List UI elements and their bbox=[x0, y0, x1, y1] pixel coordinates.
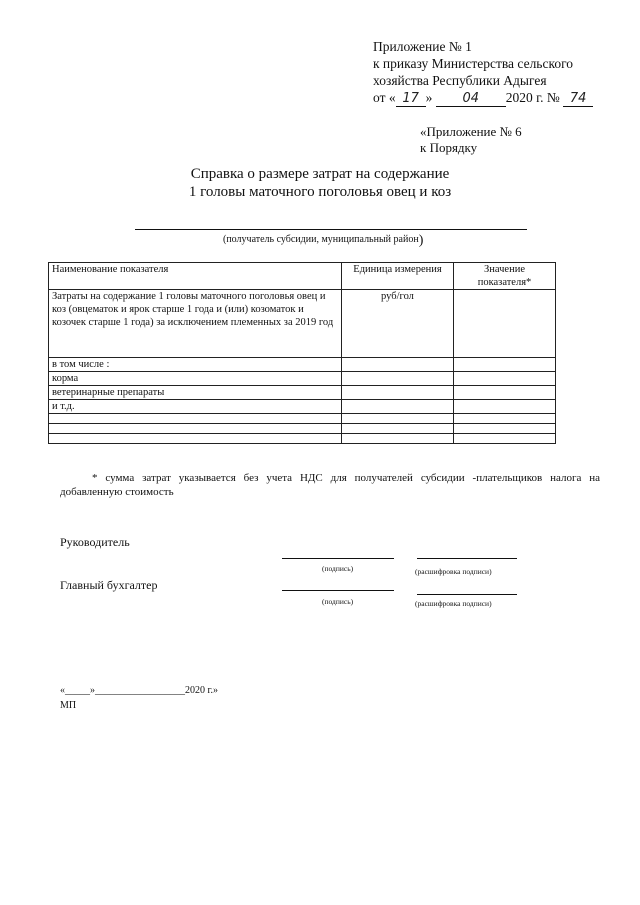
accountant-label: Главный бухгалтер bbox=[60, 578, 158, 592]
main-row-name: Затраты на содержание 1 головы маточного поголовья овец и коз (овцематок и ярок старше 1 года и (или) козоматок и козочек старше 1 года) за исключением племенных за 2019 год bbox=[49, 290, 342, 358]
table-row bbox=[49, 434, 556, 444]
head-decode-line bbox=[417, 558, 517, 559]
main-row-unit: руб/гол bbox=[342, 290, 454, 358]
recipient-caption-bracket: ) bbox=[418, 233, 424, 248]
order-day: 17 bbox=[396, 92, 426, 107]
header-line-2: к приказу Министерства сельского bbox=[373, 56, 574, 71]
header-line-3: хозяйства Республики Адыгея bbox=[373, 73, 547, 88]
accountant-signature-line bbox=[282, 590, 394, 591]
head-signature-line bbox=[282, 558, 394, 559]
header-unit: Единица измерения bbox=[342, 263, 454, 290]
accountant-decode-line bbox=[417, 594, 517, 595]
header-name: Наименование показателя bbox=[49, 263, 342, 290]
order-year: 2020 г. № bbox=[505, 90, 560, 105]
footnote-text: * сумма затрат указывается без учета НДС для получателей субсидии -плательщиков налога на добавленную стоимость bbox=[60, 472, 600, 498]
header-block bbox=[373, 38, 593, 107]
appendix-line-2: к Порядку bbox=[420, 140, 478, 155]
row-label: и т.д. bbox=[49, 400, 342, 414]
recipient-line bbox=[135, 229, 527, 230]
date-line: «_____»__________________2020 г.» bbox=[60, 685, 218, 696]
order-number: 74 bbox=[563, 92, 593, 107]
appendix-line-1: «Приложение № 6 bbox=[420, 124, 522, 139]
title-line-2: 1 головы маточного поголовья овец и коз bbox=[188, 184, 452, 200]
row-label bbox=[49, 424, 342, 434]
row-label bbox=[49, 414, 342, 424]
table-row bbox=[49, 290, 556, 358]
table-row bbox=[49, 386, 556, 400]
order-mid: » bbox=[425, 90, 433, 105]
title-line-1: Справка о размере затрат на содержание bbox=[190, 166, 450, 182]
table-row bbox=[49, 414, 556, 424]
row-label: корма bbox=[49, 372, 342, 386]
appendix-block bbox=[420, 124, 522, 156]
head-sign-caption: (подпись) bbox=[322, 564, 354, 573]
head-label: Руководитель bbox=[60, 535, 130, 549]
accountant-decode-caption: (расшифровка подписи) bbox=[415, 599, 492, 608]
stamp-placeholder: МП bbox=[60, 700, 77, 711]
order-prefix: от « bbox=[373, 90, 396, 105]
row-label bbox=[49, 434, 342, 444]
header-line-1: Приложение № 1 bbox=[373, 39, 472, 54]
row-label: ветеринарные препараты bbox=[49, 386, 342, 400]
row-label: в том числе : bbox=[49, 358, 342, 372]
order-month: 04 bbox=[436, 92, 506, 107]
recipient-caption-text: (получатель субсидии, муниципальный район bbox=[223, 234, 419, 245]
head-decode-caption: (расшифровка подписи) bbox=[415, 567, 492, 576]
header-value: Значение показателя* bbox=[454, 263, 556, 290]
footnote bbox=[60, 471, 600, 499]
table-row bbox=[49, 400, 556, 414]
table-row bbox=[49, 424, 556, 434]
order-line bbox=[373, 89, 593, 107]
recipient-caption bbox=[223, 233, 423, 249]
table-header-row bbox=[49, 263, 556, 290]
cost-table bbox=[48, 262, 556, 444]
table-row bbox=[49, 372, 556, 386]
main-row-value bbox=[454, 290, 556, 358]
accountant-sign-caption: (подпись) bbox=[322, 597, 354, 606]
document-title bbox=[0, 165, 640, 201]
table-row bbox=[49, 358, 556, 372]
